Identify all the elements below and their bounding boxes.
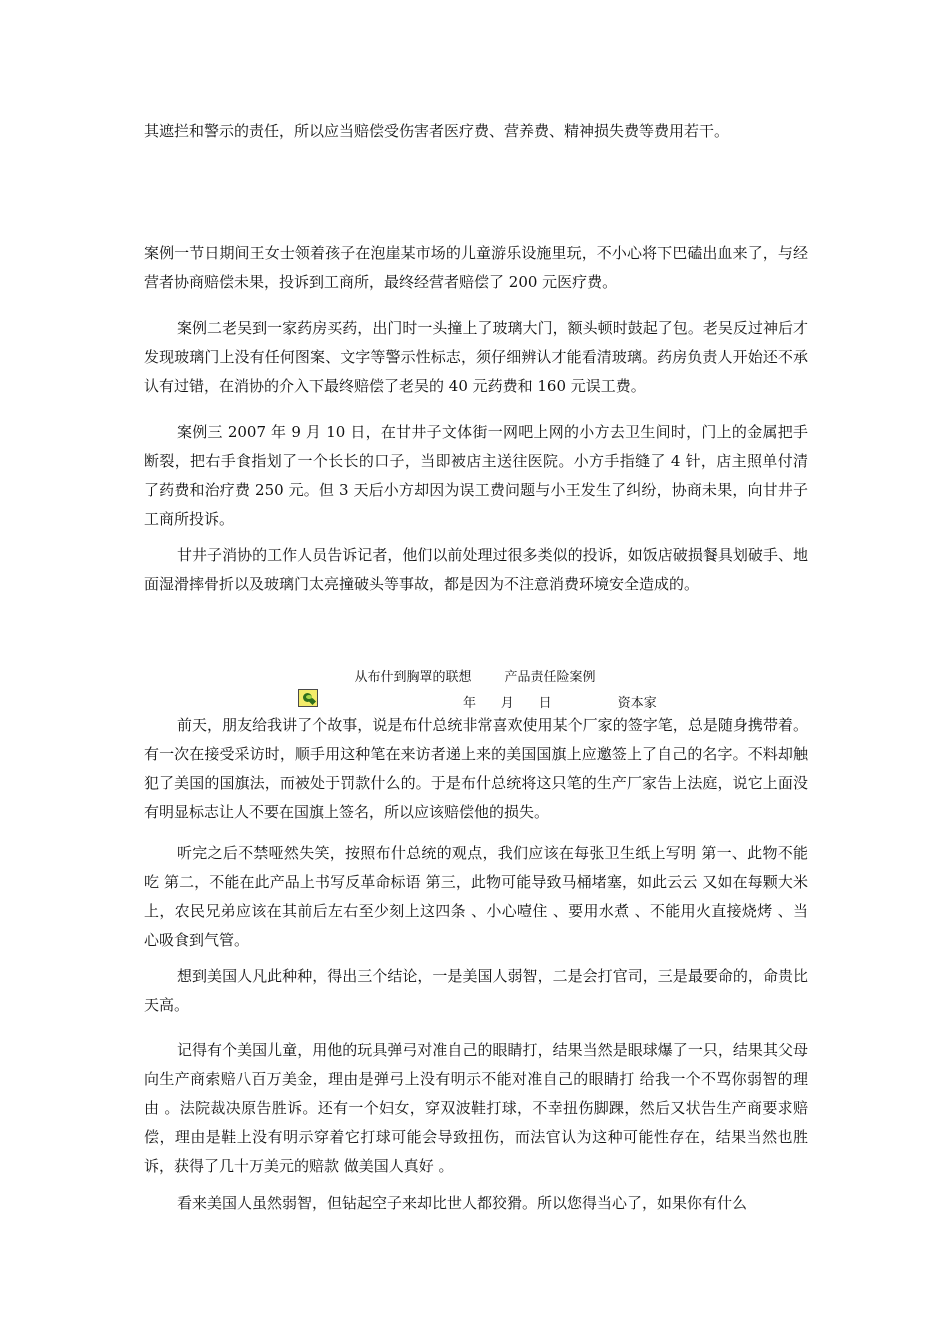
paragraph-closing: 看来美国人虽然弱智，但钻起空子来却比世人都狡猾。所以您得当心了，如果你有什么 xyxy=(177,1194,748,1212)
paragraph-consumer-association: 甘井子消协的工作人员告诉记者，他们以前处理过很多类似的投诉，如饭店破损餐具划破手、地面湿滑摔骨折以及玻璃门太亮撞破头等事故，都是因为不注意消费环境安全造成的。 xyxy=(144,546,808,593)
paragraph-lawsuit-examples: 记得有个美国儿童，用他的玩具弹弓对准自己的眼睛打，结果当然是眼球爆了一只，结果其父母向生产商索赔八百万美金，理由是弹弓上没有明示不能对准自己的眼睛打 给我一个不骂你弱智的理由 。法院裁决原告胜诉。还有一个妇女，穿双波鞋打球，不幸扭伤脚踝，然后又状告生产商要求赔偿，理由是鞋上没有明示穿着它打球可能会导致扭伤，而法官认为这种可能性存在，结果当然也胜诉，获得了几十万美元的赔款 做美国人真好 。 xyxy=(144,1041,808,1175)
paragraph-liability-conclusion: 其遮拦和警示的责任，所以应当赔偿受伤害者医疗费、营养费、精神损失费等费用若干。 xyxy=(144,122,730,140)
paragraph-case-three: 案例三 2007 年 9 月 10 日，在甘井子文体街一网吧上网的小方去卫生间时，门上的金属把手断裂，把右手食指划了一个长长的口子，当即被店主送往医院。小方手指缝了 4 针，店主照单付清了药费和治疗费 250 元。但 3 天后小方却因为误工费问题与小王发生了纠纷，协商未果，向甘井子工商所投诉。 xyxy=(144,423,808,528)
paragraph-bush-pen-story: 前天，朋友给我讲了个故事，说是布什总统非常喜欢使用某个厂家的签字笔，总是随身携带着。有一次在接受采访时，顺手用这种笔在来访者递上来的美国国旗上应邀签上了自己的名字。不料却触犯了美国的国旗法，而被处于罚款什么的。于是布什总统将这只笔的生产厂家告上法庭，说它上面没有明显标志让人不要在国旗上签名，所以应该赔偿他的损失。 xyxy=(144,716,808,821)
paragraph-case-one: 案例一节日期间王女士领着孩子在泡崖某市场的儿童游乐设施里玩，不小心将下巴磕出血来了，与经营者协商赔偿未果，投诉到工商所，最终经营者赔偿了 200 元医疗费。 xyxy=(144,244,808,291)
paragraph-case-two: 案例二老吴到一家药房买药，出门时一头撞上了玻璃大门，额头顿时鼓起了包。老吴反过神后才发现玻璃门上没有任何图案、文字等警示性标志，须仔细辨认才能看清玻璃。药房负责人开始还不承认有过错，在消协的介入下最终赔偿了老吴的 40 元药费和 160 元误工费。 xyxy=(144,319,808,395)
article-title: 从布什到胸罩的联想 产品责任险案例 xyxy=(354,670,596,685)
paragraph-toilet-paper-warning: 听完之后不禁哑然失笑，按照布什总统的观点，我们应该在每张卫生纸上写明 第一、此物不能吃 第二，不能在此产品上书写反革命标语 第三，此物可能导致马桶堵塞，如此云云 又如在每颗大米上，农民兄弟应该在其前后左右至少刻上这四条 、小心噎住 、要用水煮 、不能用火直接烧烤 、当心吸食到气管。 xyxy=(144,844,808,949)
paragraph-three-conclusions: 想到美国人凡此种种，得出三个结论，一是美国人弱智，二是会打官司，三是最要命的，命贵比天高。 xyxy=(144,967,808,1014)
document-object-icon[interactable] xyxy=(298,689,318,707)
article-date-author: 年 月 日 资本家 xyxy=(463,696,657,711)
